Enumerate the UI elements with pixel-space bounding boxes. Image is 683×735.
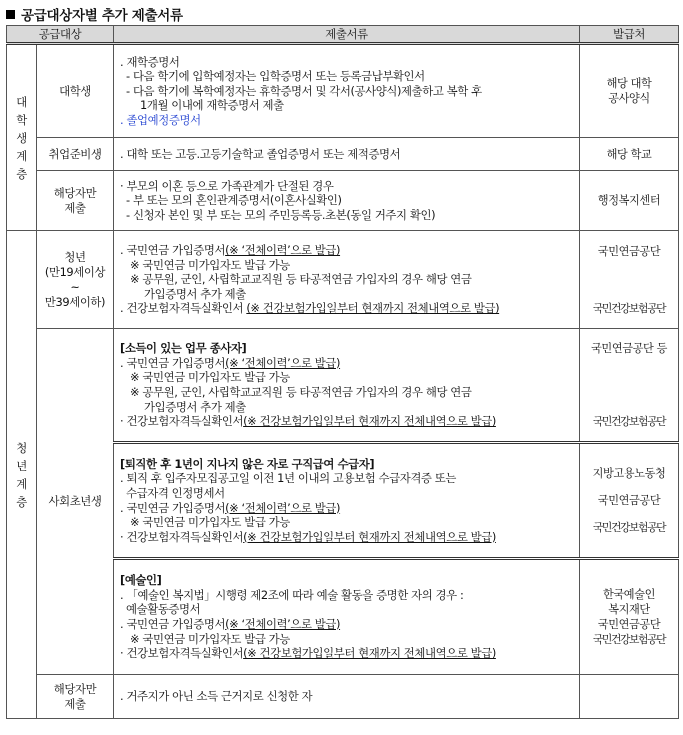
docs-university xyxy=(114,44,580,138)
header-issuer: 발급처 xyxy=(580,26,679,44)
issuer-newcomer-retired: 지방고용노동청 국민연금공단 국민건강보험공단 xyxy=(580,443,679,559)
target-university: 대학생 xyxy=(37,44,114,138)
target-jobseeker: 취업준비생 xyxy=(37,138,114,171)
docs-youth: . 국민연금 가입증명서(※ ‘전체이력’으로 발급) ※ 국민연금 미가입자도 발급 가능 ※ 공무원, 군인, 사립학교교직원 등 타공적연금 가입자의 경우 해당 연금 가입증명서 추가 제출 . 건강보험자격득실확인서 (※ 건강보험가입일부터 현재까지 전체내역으로 발급) xyxy=(114,231,580,329)
page-title xyxy=(6,4,183,22)
square-bullet-icon xyxy=(6,10,15,19)
doc-line: . 재학증명서 xyxy=(120,54,180,69)
row-youth-applicable xyxy=(7,675,679,719)
group-youth-label: 청 년 계 층 xyxy=(7,231,37,719)
docs-univ-applicable: · 부모의 이혼 등으로 가족관계가 단절된 경우 - 부 또는 모의 혼인관계증명서(이혼사실확인) - 신청자 본인 및 부 또는 모의 주민등록등.초본(동일 거주지 확인) xyxy=(114,171,580,231)
issuer-youth: 국민연금공단 국민건강보험공단 xyxy=(580,231,679,329)
header-docs: 제출서류 xyxy=(114,26,580,44)
row-newcomer-income xyxy=(7,329,679,443)
issuer-jobseeker: 해당 학교 xyxy=(580,138,679,171)
documents-table xyxy=(6,25,679,719)
header-row xyxy=(7,26,679,44)
issuer-university: 해당 대학 공사양식 xyxy=(580,44,679,138)
row-youth xyxy=(7,231,679,329)
docs-youth-applicable: . 거주지가 아닌 소득 근거지로 신청한 자 xyxy=(114,675,580,719)
doc-line: - 다음 학기에 입학예정자는 입학증명서 또는 등록금납부확인서 xyxy=(126,69,425,84)
docs-newcomer-income: [소득이 있는 업무 종사자] . 국민연금 가입증명서(※ ‘전체이력’으로 발급) ※ 국민연금 미가입자도 발급 가능 ※ 공무원, 군인, 사립학교교직원 등 타공적연금 가입자의 경우 해당 연금 가입증명서 추가 제출 · 건강보험자격득실확인서(※ 건강보험가입일부터 현재까지 전체내역으로 발급) xyxy=(114,329,580,443)
row-jobseeker xyxy=(7,138,679,171)
docs-jobseeker: . 대학 또는 고등.고등기술학교 졸업증명서 또는 제적증명서 xyxy=(114,138,580,171)
target-youth-applicable: 해당자만 제출 xyxy=(37,675,114,719)
docs-newcomer-retired: [퇴직한 후 1년이 지나지 않은 자로 구직급여 수급자] . 퇴직 후 입주자모집공고일 이전 1년 이내의 고용보험 수급자격증 또는 수급자격 인정명세서 . 국민연금 가입증명서(※ ‘전체이력’으로 발급) ※ 국민연금 미가입자도 발급 가능 · 건강보험자격득실확인서(※ 건강보험가입일부터 현재까지 전체내역으로 발급) xyxy=(114,443,580,559)
target-univ-applicable: 해당자만 제출 xyxy=(37,171,114,231)
target-youth: 청년 (만19세이상 ~ 만39세이하) xyxy=(37,231,114,329)
issuer-univ-applicable: 행정복지센터 xyxy=(580,171,679,231)
docs-newcomer-artist: [예술인] . 「예술인 복지법」시행령 제2조에 따라 예술 활동을 증명한 자의 경우 : 예술활동증명서 . 국민연금 가입증명서(※ ‘전체이력’으로 발급) ※ 국민연금 미가입자도 발급 가능 · 건강보험자격득실확인서(※ 건강보험가입일부터 현재까지 전체내역으로 발급) xyxy=(114,559,580,675)
row-university xyxy=(7,44,679,138)
issuer-newcomer-artist: 한국예술인 복지재단 국민연금공단 국민건강보험공단 xyxy=(580,559,679,675)
doc-line: - 다음 학기에 복학예정자는 휴학증명서 및 각서(공사양식)제출하고 복학 후 xyxy=(126,83,482,98)
doc-line-highlight: . 졸업예정증명서 xyxy=(120,112,201,127)
header-target: 공급대상 xyxy=(7,26,114,44)
issuer-youth-applicable xyxy=(580,675,679,719)
title-text: 공급대상자별 추가 제출서류 xyxy=(21,8,183,24)
row-univ-applicable xyxy=(7,171,679,231)
doc-line: 1개월 이내에 재학증명서 제출 xyxy=(140,98,284,113)
group-university-label: 대 학 생 계 층 xyxy=(7,44,37,231)
issuer-newcomer-income: 국민연금공단 등 국민건강보험공단 xyxy=(580,329,679,443)
target-newcomer: 사회초년생 xyxy=(37,329,114,675)
